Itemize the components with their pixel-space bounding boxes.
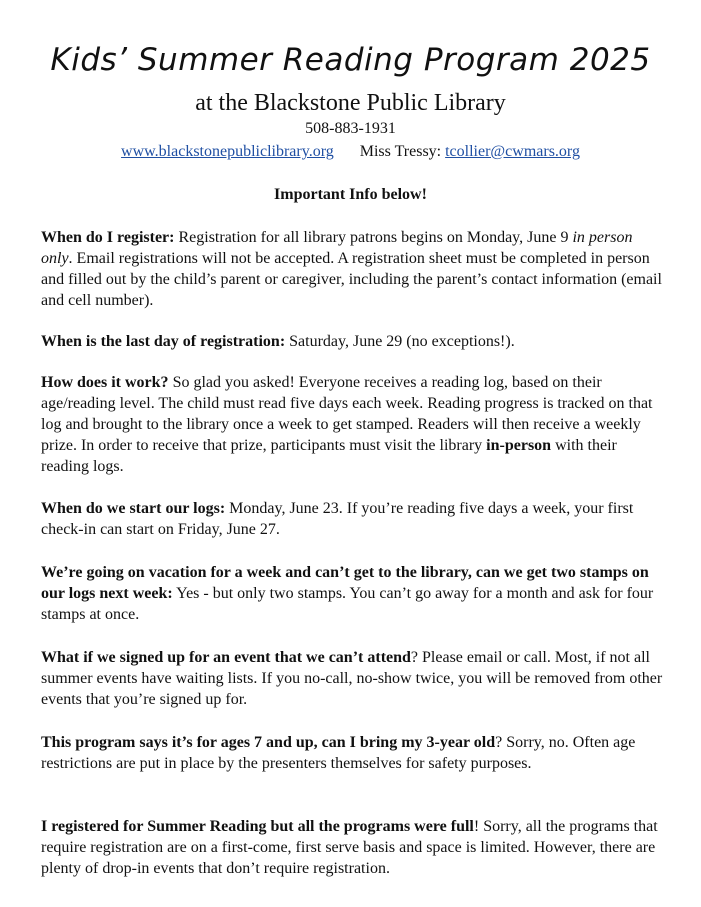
question: What if we signed up for an event that we can’t attend <box>41 649 411 666</box>
contact-label: Miss Tressy: <box>359 143 446 160</box>
answer: Yes - but only two stamps. You can’t go away for a month and ask for four stamps at once. <box>41 585 654 623</box>
answer-emphasis: in person only <box>41 229 633 267</box>
answer: Saturday, June 29 (no exceptions!). <box>285 333 515 350</box>
question: I registered for Summer Reading but all the programs were full <box>41 818 474 835</box>
faq-full <box>41 816 665 879</box>
faq-last-day <box>41 331 665 352</box>
faq-start-logs <box>41 498 665 540</box>
question: This program says it’s for ages 7 and up, can I bring my 3-year old <box>41 734 496 751</box>
answer: Monday, June 23. If you’re reading five days a week, your first check-in can start on Friday, June 27. <box>41 500 634 538</box>
contact-links <box>0 142 701 162</box>
answer: Registration for all library patrons begins on Monday, June 9 <box>174 229 573 246</box>
answer: . Email registrations will not be accepted. A registration sheet must be completed in person and filled out by the child’s parent or caregiver, including the parent’s contact information (email and cell number). <box>41 250 662 309</box>
library-subtitle: at the Blackstone Public Library <box>195 90 506 116</box>
question: When is the last day of registration: <box>41 333 286 350</box>
contact-email-link[interactable]: tcollier@cwmars.org <box>445 143 580 160</box>
question: When do I register: <box>41 229 175 246</box>
faq-age <box>41 732 665 774</box>
question: We’re going on vacation for a week and can’t get to the library, can we get two stamps on our logs next week: <box>41 564 649 602</box>
faq-register <box>41 227 665 311</box>
faq-cant-attend <box>41 647 665 710</box>
website-link[interactable]: www.blackstonepubliclibrary.org <box>121 143 334 160</box>
answer-emphasis: in-person <box>486 437 552 454</box>
question: How does it work? <box>41 374 169 391</box>
answer: ? Sorry, no. Often age restrictions are put in place by the presenters themselves for safety purposes. <box>41 734 636 772</box>
answer: ! Sorry, all the programs that require registration are on a first-come, first serve basis and space is limited. However, there are plenty of drop-in events that don’t require registration. <box>41 818 658 877</box>
answer: So glad you asked! Everyone receives a reading log, based on their age/reading level. The child must read five days each week. Reading progress is tracked on that log and brought to the library once a week to get stamped. Readers will then receive a weekly prize. In order to receive that prize, participants must visit the library <box>41 374 653 454</box>
important-heading: Important Info below! <box>274 186 427 203</box>
faq-how-it-works <box>41 372 665 477</box>
answer: with their reading logs. <box>41 437 617 475</box>
faq-vacation <box>41 562 665 625</box>
phone-number: 508-883-1931 <box>305 120 396 137</box>
question: When do we start our logs: <box>41 500 226 517</box>
program-title: Kids’ Summer Reading Program 2025 <box>50 42 651 78</box>
answer: ? Please email or call. Most, if not all summer events have waiting lists. If you no-call, no-show twice, you will be removed from other events that you’re signed up for. <box>41 649 663 708</box>
